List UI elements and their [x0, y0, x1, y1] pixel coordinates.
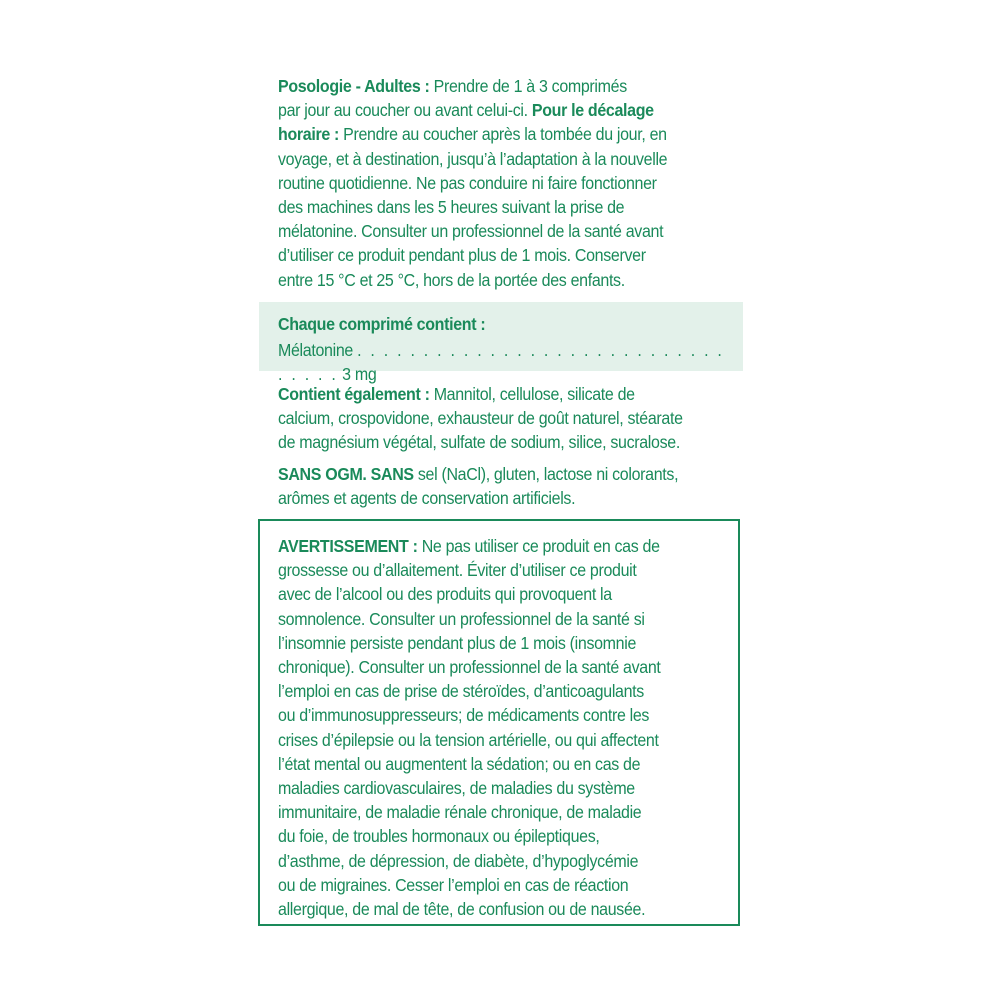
text-run: immunitaire, de maladie rénale chronique, de maladie	[278, 802, 642, 823]
ingredients-title-text: Chaque comprimé contient :	[278, 314, 486, 334]
other-ingredients-section	[278, 382, 728, 455]
text-run: des machines dans les 5 heures suivant la prise de	[278, 197, 625, 218]
text-line	[278, 219, 728, 243]
text-line	[278, 703, 728, 727]
text-line	[278, 728, 728, 752]
text-line	[278, 655, 728, 679]
text-run: de magnésium végétal, sulfate de sodium, silice, sucralose.	[278, 432, 680, 453]
text-run: Mannitol, cellulose, silicate de	[429, 384, 635, 404]
text-run: entre 15 °C et 25 °C, hors de la portée des enfants.	[278, 269, 625, 290]
free-from-section	[278, 462, 728, 510]
text-run: arômes et agents de conservation artificiels.	[278, 488, 576, 509]
ingredient-amount: 3 mg	[342, 364, 377, 385]
text-line	[278, 558, 728, 582]
text-run: Ne pas utiliser ce produit en cas de	[417, 536, 660, 556]
text-run: Prendre de 1 à 3 comprimés	[429, 76, 627, 96]
text-run: ou d’immunosuppresseurs; de médicaments contre les	[278, 705, 650, 726]
text-line	[278, 897, 728, 921]
text-run: ou de migraines. Cesser l’emploi en cas de réaction	[278, 874, 629, 895]
text-line	[278, 171, 728, 195]
text-run: Prendre au coucher après la tombée du jour, en	[339, 124, 667, 145]
text-run: maladies cardiovasculaires, de maladies du système	[278, 778, 635, 799]
text-line	[278, 98, 728, 122]
text-line	[278, 824, 728, 848]
ingredient-leader-dots: . . . . . . . . . . . . . . . . . . . . . . . . . . . . . . . . .	[278, 340, 725, 385]
text-run: routine quotidienne. Ne pas conduire ni faire fonctionner	[278, 172, 657, 193]
bold-text-run: AVERTISSEMENT :	[278, 536, 418, 556]
bold-text-run: Posologie - Adultes :	[278, 76, 430, 96]
text-line	[278, 486, 728, 510]
text-run: calcium, crospovidone, exhausteur de goût naturel, stéarate	[278, 408, 683, 429]
text-run: du foie, de troubles hormonaux ou épileptiques,	[278, 826, 600, 847]
text-run: l’emploi en cas de prise de stéroïdes, d’anticoagulants	[278, 681, 644, 702]
ingredients-title	[278, 312, 728, 336]
text-line	[278, 582, 728, 606]
warning-section	[278, 534, 728, 921]
text-run: par jour au coucher ou avant celui-ci.	[278, 100, 532, 121]
text-line	[278, 462, 728, 486]
bold-text-run: Contient également :	[278, 384, 430, 404]
text-line	[278, 268, 728, 292]
text-line	[278, 195, 728, 219]
text-line	[278, 147, 728, 171]
text-line	[278, 406, 728, 430]
text-line	[278, 800, 728, 824]
bold-text-run: SANS OGM. SANS	[278, 464, 414, 484]
text-run: allergique, de mal de tête, de confusion ou de nausée.	[278, 899, 646, 920]
text-run: d’asthme, de dépression, de diabète, d’hypoglycémie	[278, 850, 639, 871]
text-line	[278, 679, 728, 703]
text-line	[278, 607, 728, 631]
text-line	[278, 430, 728, 454]
text-line	[278, 122, 728, 146]
text-run: chronique). Consulter un professionnel de la santé avant	[278, 657, 661, 678]
text-run: crises d’épilepsie ou la tension artérielle, ou qui affectent	[278, 729, 659, 750]
text-line	[278, 243, 728, 267]
text-run: l’état mental ou augmentent la sédation; ou en cas de	[278, 753, 641, 774]
text-run: l’insomnie persiste pendant plus de 1 mois (insomnie	[278, 632, 637, 653]
text-line	[278, 752, 728, 776]
text-run: avec de l’alcool ou des produits qui provoquent la	[278, 584, 612, 605]
text-run: voyage, et à destination, jusqu’à l’adaptation à la nouvelle	[278, 148, 668, 169]
text-line	[278, 849, 728, 873]
text-line	[278, 873, 728, 897]
dosage-section	[278, 74, 728, 292]
text-line	[278, 382, 728, 406]
text-run: grossesse ou d’allaitement. Éviter d’utiliser ce produit	[278, 560, 637, 581]
bold-text-run: Pour le décalage	[531, 100, 654, 121]
text-line	[278, 534, 728, 558]
text-run: mélatonine. Consulter un professionnel de la santé avant	[278, 221, 664, 242]
text-line	[278, 631, 728, 655]
text-run: somnolence. Consulter un professionnel de la santé si	[278, 608, 645, 629]
text-run: d’utiliser ce produit pendant plus de 1 mois. Conserver	[278, 245, 646, 266]
ingredient-row	[278, 338, 728, 386]
bold-text-run: horaire :	[278, 124, 340, 145]
text-line	[278, 776, 728, 800]
ingredient-name: Mélatonine	[278, 340, 353, 360]
text-run: sel (NaCl), gluten, lactose ni colorants,	[413, 464, 679, 484]
text-line	[278, 74, 728, 98]
